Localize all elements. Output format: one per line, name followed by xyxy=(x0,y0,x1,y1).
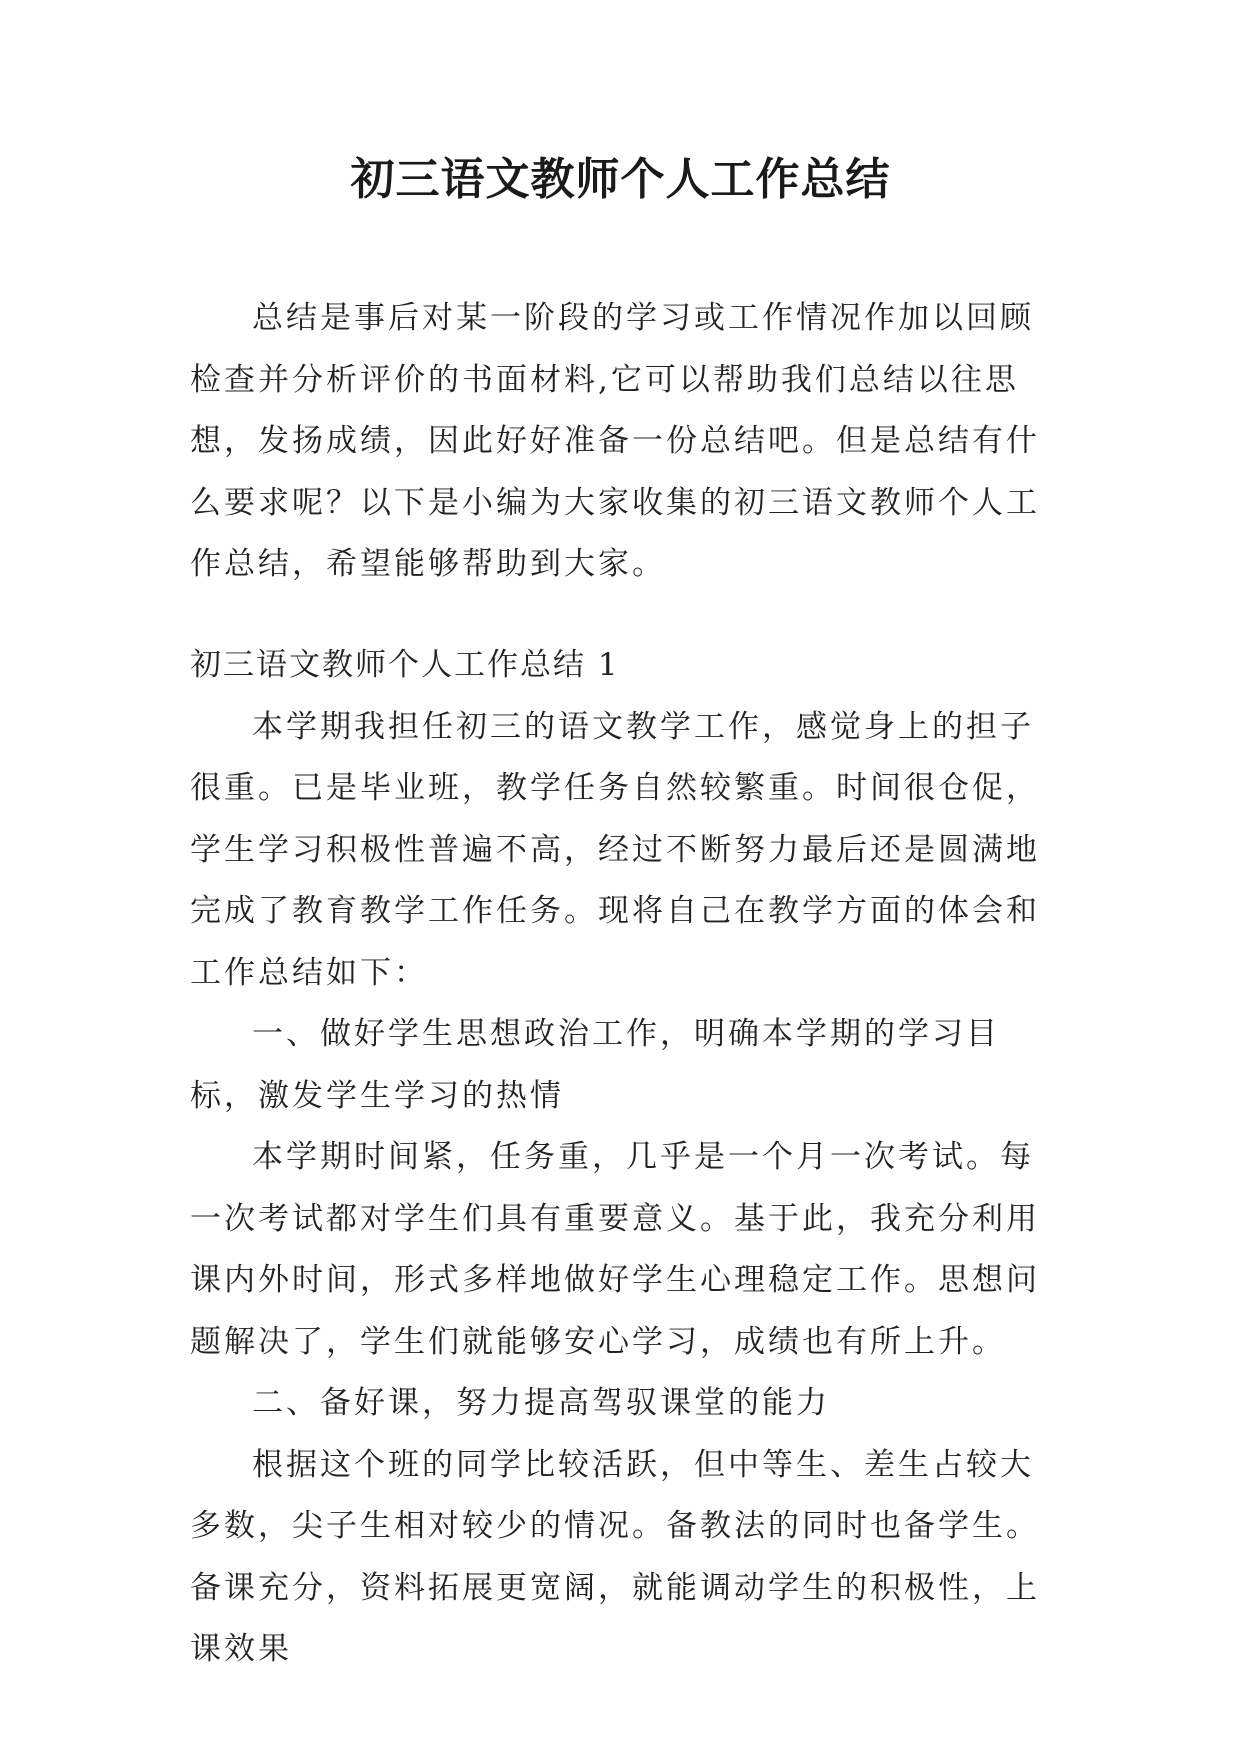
body-paragraph-1: 本学期我担任初三的语文教学工作，感觉身上的担子很重。已是毕业班，教学任务自然较繁重。时间很仓促，学生学习积极性普遍不高，经过不断努力最后还是圆满地完成了教育教学工作任务。现将自己在教学方面的体会和工作总结如下： xyxy=(190,708,1040,991)
intro-block xyxy=(190,288,1060,596)
body-paragraph-2: 本学期时间紧，任务重，几乎是一个月一次考试。每一次考试都对学生们具有重要意义。基于此，我充分利用课内外时间，形式多样地做好学生心理稳定工作。思想问题解决了，学生们就能够安心学习，成绩也有所上升。 xyxy=(190,1139,1040,1360)
body-paragraph-3: 根据这个班的同学比较活跃，但中等生、差生占较大多数，尖子生相对较少的情况。备教法的同时也备学生。备课充分，资料拓展更宽阔，就能调动学生的积极性，上课效果 xyxy=(190,1446,1040,1667)
document-title: 初三语文教师个人工作总结 xyxy=(350,154,891,205)
subheading-2: 二、备好课，努力提高驾驭课堂的能力 xyxy=(252,1385,830,1421)
content-block xyxy=(190,635,1060,1681)
section-title: 初三语文教师个人工作总结 1 xyxy=(190,647,620,683)
intro-paragraph: 总结是事后对某一阶段的学习或工作情况作加以回顾检查并分析评价的书面材料,它可以帮助我们总结以往思想，发扬成绩，因此好好准备一份总结吧。但是总结有什么要求呢？以下是小编为大家收集的初三语文教师个人工作总结，希望能够帮助到大家。 xyxy=(190,300,1040,582)
subheading-1: 一、做好学生思想政治工作，明确本学期的学习目标，激发学生学习的热情 xyxy=(190,1016,1000,1114)
